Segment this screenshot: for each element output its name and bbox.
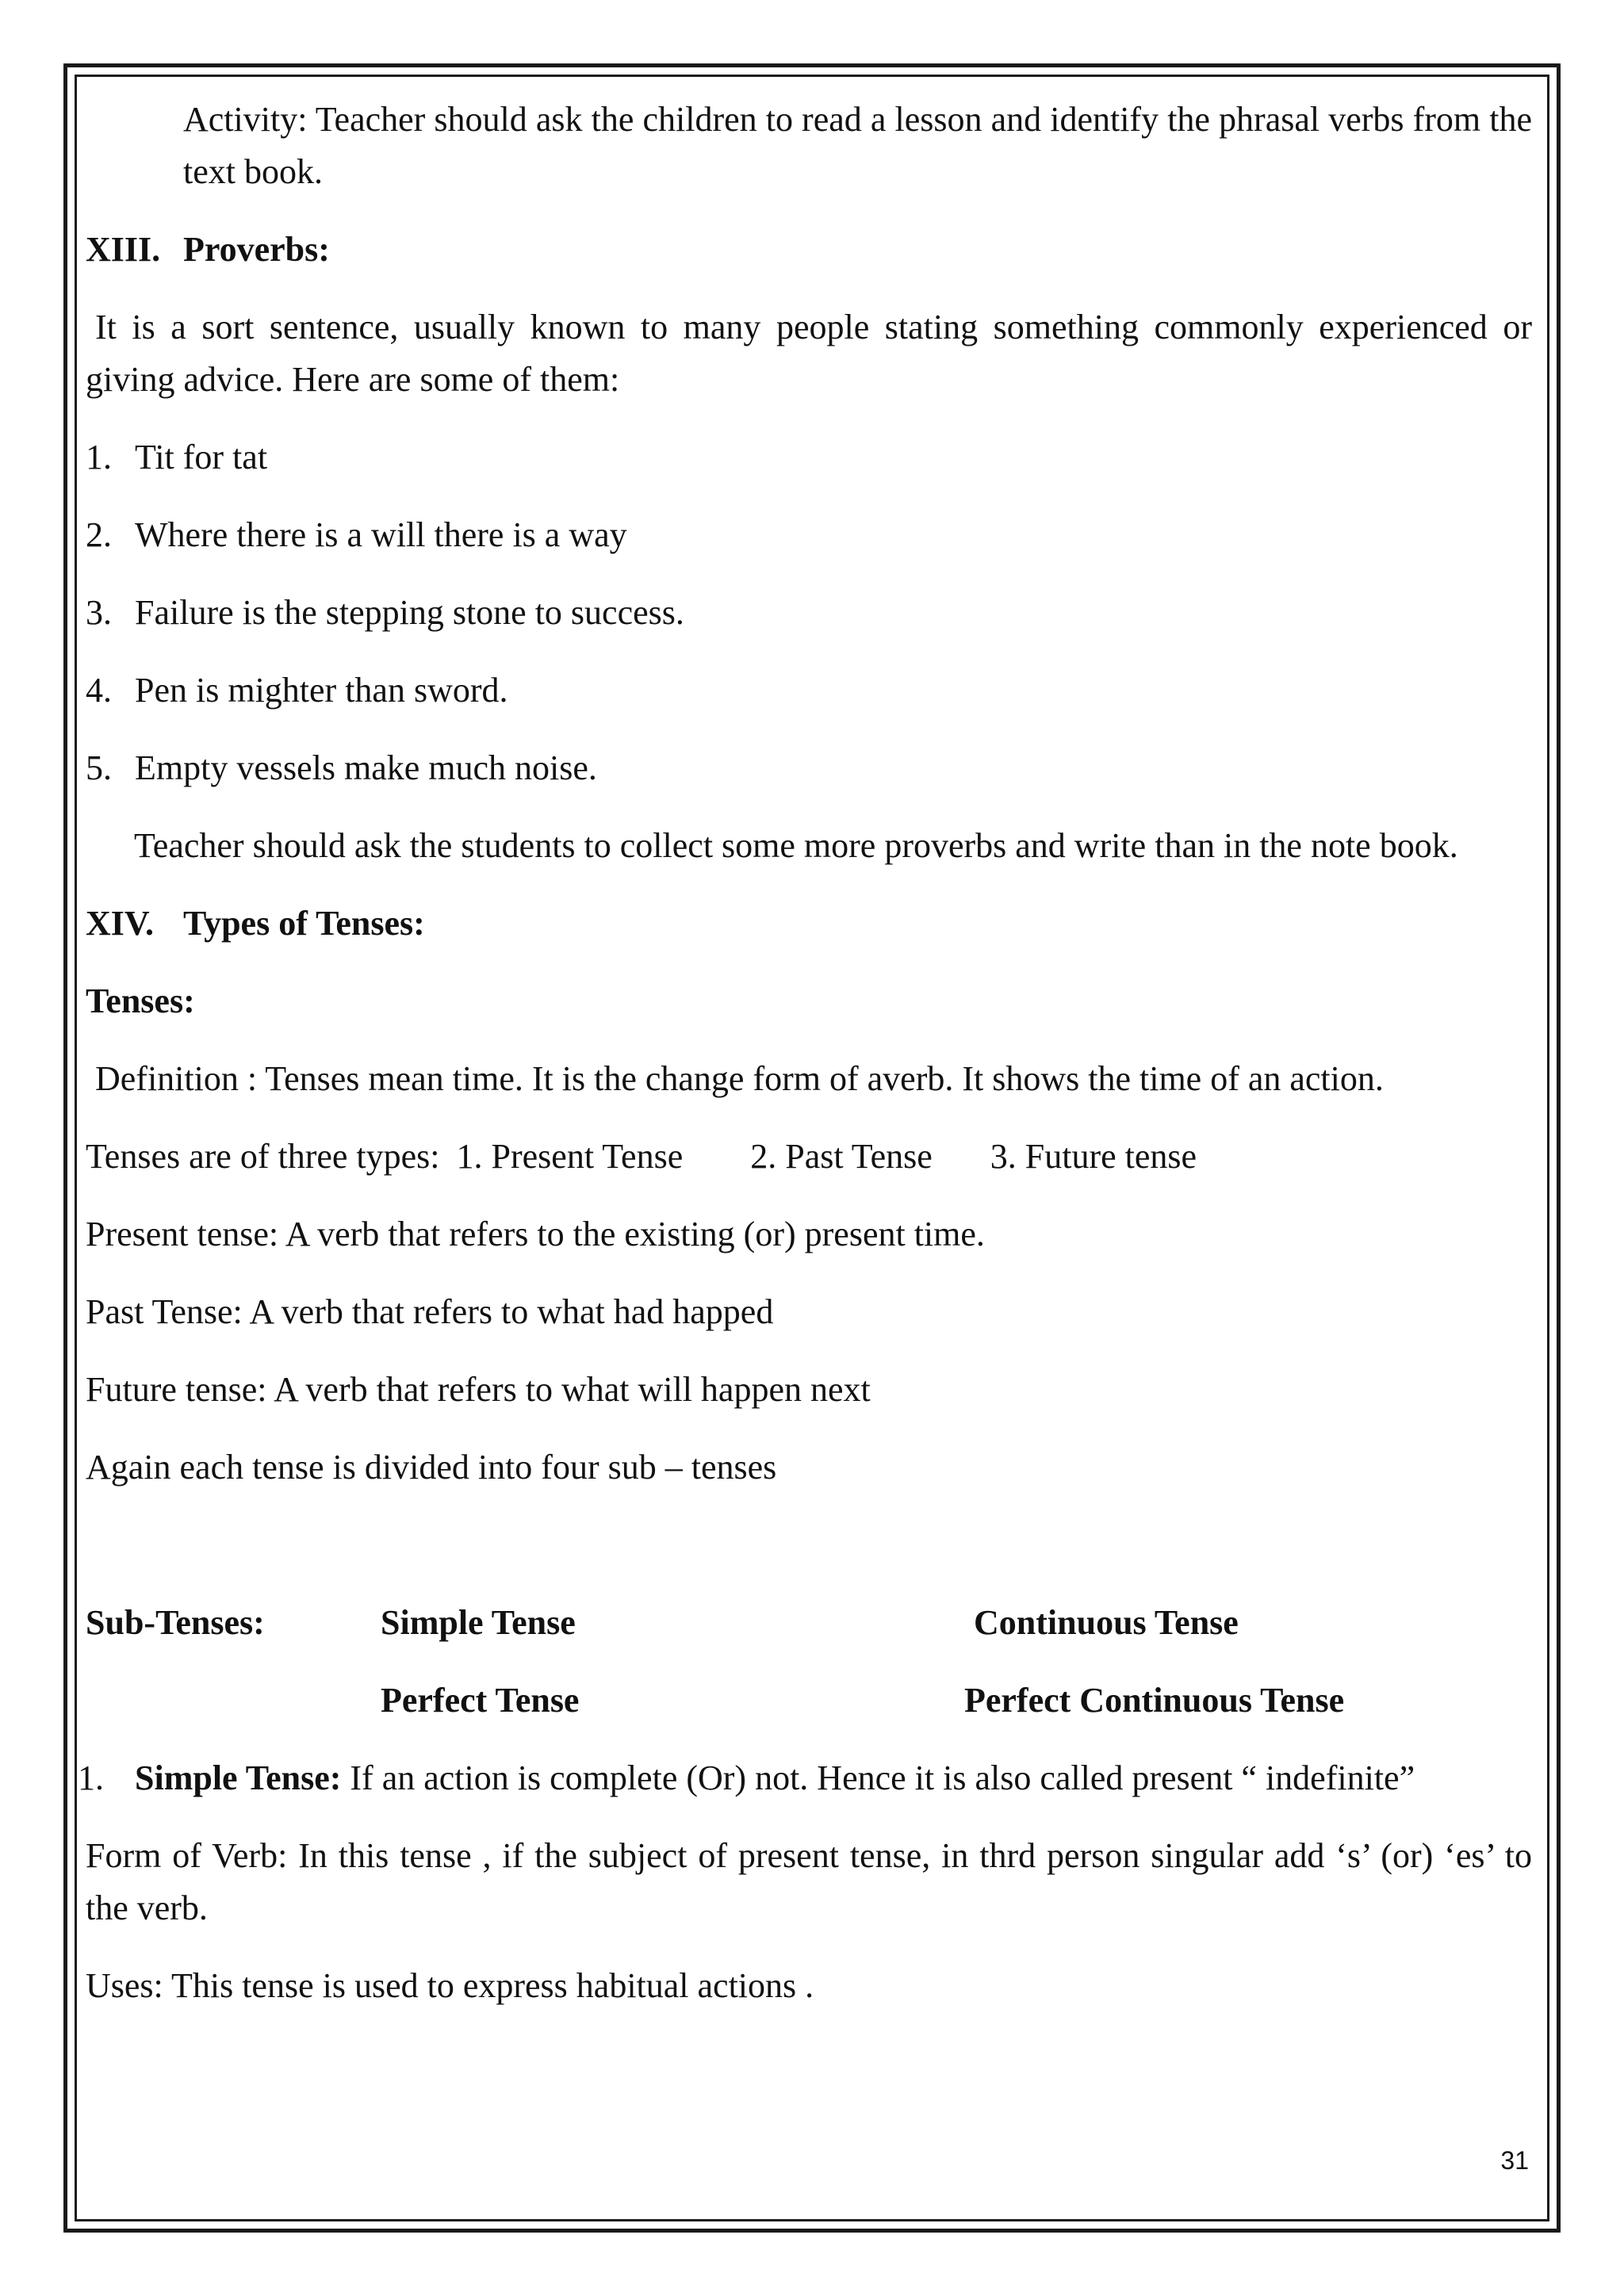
tense-type-future: 3. Future tense <box>990 1137 1197 1176</box>
proverbs-heading-title: Proverbs: <box>183 230 330 269</box>
tenses-heading-number: XIV. <box>86 904 155 943</box>
proverbs-heading <box>86 224 1532 276</box>
sub-tenses-intro: Again each tense is divided into four sub – tenses <box>86 1448 777 1487</box>
proverbs-list <box>86 431 1532 794</box>
sub-tense-simple: Simple Tense <box>381 1603 576 1642</box>
tenses-heading <box>86 897 1532 950</box>
activity-text: Activity: Teacher should ask the children to read a lesson and identify the phrasal verbs from the text book. <box>183 100 1532 191</box>
tense-type-present: 1. Present Tense <box>456 1137 684 1176</box>
list-item-number: 3. <box>86 593 112 632</box>
sub-tenses-row-1 <box>86 1597 1532 1649</box>
present-tense-definition: Present tense: A verb that refers to the existing (or) present time. <box>86 1215 985 1253</box>
sub-tenses-label: Sub-Tenses: <box>86 1603 265 1642</box>
future-tense-definition: Future tense: A verb that refers to what will happen next <box>86 1370 871 1409</box>
list-item <box>86 587 1532 639</box>
simple-tense-uses: Uses: This tense is used to express habitual actions . <box>86 1966 814 2005</box>
sub-tenses-row-2 <box>86 1674 1532 1727</box>
list-item-number: 2. <box>86 515 112 554</box>
tenses-heading-title: Types of Tenses: <box>183 904 425 943</box>
list-item-text: Tit for tat <box>135 438 268 476</box>
tenses-definition: Definition : Tenses mean time. It is the change form of averb. It shows the time of an action. <box>95 1059 1384 1098</box>
sub-tense-perfect: Perfect Tense <box>381 1681 580 1720</box>
list-item-number: 5. <box>86 748 112 787</box>
simple-tense-description: If an action is complete (Or) not. Hence it is also called present “ indefinite” <box>350 1758 1415 1797</box>
sub-tense-perfect-continuous: Perfect Continuous Tense <box>964 1681 1345 1720</box>
tenses-types-label: Tenses are of three types: <box>86 1137 440 1176</box>
simple-tense-title: Simple Tense: <box>135 1758 342 1797</box>
tenses-subheading: Tenses: <box>86 982 195 1020</box>
list-item <box>86 509 1532 561</box>
simple-tense-paragraph <box>135 1752 1532 1804</box>
page-number: 31 <box>1500 2146 1529 2175</box>
simple-tense-item <box>78 1752 1532 1804</box>
past-tense-definition: Past Tense: A verb that refers to what had happed <box>86 1292 774 1331</box>
list-item-text: Empty vessels make much noise. <box>135 748 597 787</box>
form-of-verb: Form of Verb: In this tense , if the subject of present tense, in thrd person singular add ‘s’ (or) ‘es’ to the verb. <box>86 1836 1532 1927</box>
sub-tense-continuous: Continuous Tense <box>974 1603 1239 1642</box>
list-item-number: 1. <box>86 438 112 476</box>
list-item <box>86 664 1532 717</box>
list-item <box>86 742 1532 794</box>
list-item-text: Pen is mighter than sword. <box>135 671 508 710</box>
simple-tense-number: 1. <box>78 1758 104 1797</box>
page-content <box>78 94 1532 2038</box>
tenses-types-line <box>86 1131 1532 1183</box>
proverbs-heading-number: XIII. <box>86 230 161 269</box>
list-item-number: 4. <box>86 671 112 710</box>
list-item-text: Failure is the stepping stone to success. <box>135 593 684 632</box>
list-item <box>86 431 1532 484</box>
teacher-note: Teacher should ask the students to collect some more proverbs and write than in the note book. <box>134 826 1458 865</box>
proverbs-intro: It is a sort sentence, usually known to many people stating something commonly experienced or giving advice. Here are some of them: <box>86 308 1532 399</box>
list-item-text: Where there is a will there is a way <box>135 515 627 554</box>
tense-type-past: 2. Past Tense <box>750 1137 933 1176</box>
